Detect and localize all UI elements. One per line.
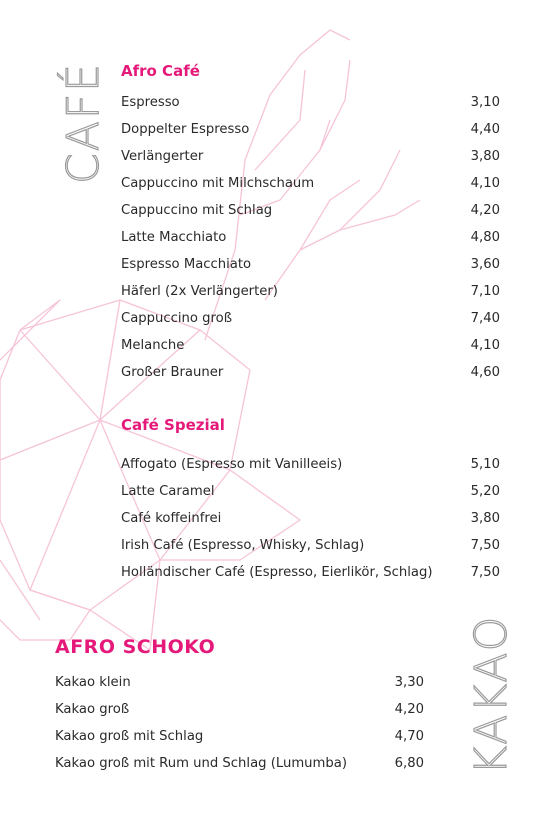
menu-item [121, 228, 500, 255]
section-title-afro-cafe: Afro Café [121, 62, 200, 80]
item-price: 4,80 [470, 230, 500, 245]
menu-item [121, 120, 500, 147]
section-title-cafe-spezial: Café Spezial [121, 416, 225, 434]
menu-item [121, 336, 500, 363]
menu-item [121, 482, 500, 509]
menu-item [55, 700, 424, 727]
item-name: Affogato (Espresso mit Vanilleeis) [121, 457, 343, 472]
menu-item [121, 455, 500, 482]
item-price: 4,70 [394, 729, 424, 744]
item-price: 4,40 [470, 122, 500, 137]
item-name: Cappuccino mit Schlag [121, 203, 273, 218]
item-name: Irish Café (Espresso, Whisky, Schlag) [121, 538, 365, 553]
menu-item [121, 563, 500, 590]
menu-item [121, 309, 500, 336]
side-label-kakao: KAKAO [466, 614, 517, 775]
menu-item [55, 727, 424, 754]
item-price: 4,60 [470, 365, 500, 380]
item-name: Großer Brauner [121, 365, 224, 380]
item-price: 3,30 [394, 675, 424, 690]
menu-list-cafe-spezial [121, 455, 500, 590]
item-name: Latte Caramel [121, 484, 215, 499]
menu-item [121, 363, 500, 390]
item-price: 4,20 [394, 702, 424, 717]
side-label-cafe: CAFÉ [58, 62, 109, 184]
item-name: Doppelter Espresso [121, 122, 250, 137]
menu-item [121, 255, 500, 282]
menu-list-afro-schoko [55, 673, 424, 781]
menu-item [121, 174, 500, 201]
item-name: Cappuccino mit Milchschaum [121, 176, 315, 191]
item-name: Cappuccino groß [121, 311, 233, 326]
menu-item [121, 509, 500, 536]
item-price: 5,10 [470, 457, 500, 472]
item-name: Holländischer Café (Espresso, Eierlikör, Schlag) [121, 565, 433, 580]
item-price: 7,40 [470, 311, 500, 326]
item-name: Espresso Macchiato [121, 257, 252, 272]
item-price: 4,10 [470, 338, 500, 353]
menu-item [121, 147, 500, 174]
item-name: Espresso [121, 95, 180, 110]
item-name: Kakao groß [55, 702, 130, 717]
item-price: 6,80 [394, 756, 424, 771]
item-price: 5,20 [470, 484, 500, 499]
item-price: 3,10 [470, 95, 500, 110]
menu-item [55, 754, 424, 781]
item-name: Kakao groß mit Schlag [55, 729, 204, 744]
item-name: Kakao groß mit Rum und Schlag (Lumumba) [55, 756, 347, 771]
item-price: 7,50 [470, 565, 500, 580]
item-name: Café koffeinfrei [121, 511, 222, 526]
menu-list-afro-cafe [121, 93, 500, 390]
item-price: 4,20 [470, 203, 500, 218]
item-name: Kakao klein [55, 675, 131, 690]
item-price: 4,10 [470, 176, 500, 191]
item-price: 7,10 [470, 284, 500, 299]
menu-item [121, 536, 500, 563]
item-price: 3,60 [470, 257, 500, 272]
item-name: Häferl (2x Verlängerter) [121, 284, 278, 299]
menu-item [121, 201, 500, 228]
menu-item [55, 673, 424, 700]
item-name: Latte Macchiato [121, 230, 227, 245]
item-price: 3,80 [470, 511, 500, 526]
item-name: Verlängerter [121, 149, 204, 164]
menu-item [121, 282, 500, 309]
item-price: 7,50 [470, 538, 500, 553]
section-title-afro-schoko: AFRO SCHOKO [55, 636, 216, 658]
item-name: Melanche [121, 338, 185, 353]
menu-item [121, 93, 500, 120]
item-price: 3,80 [470, 149, 500, 164]
